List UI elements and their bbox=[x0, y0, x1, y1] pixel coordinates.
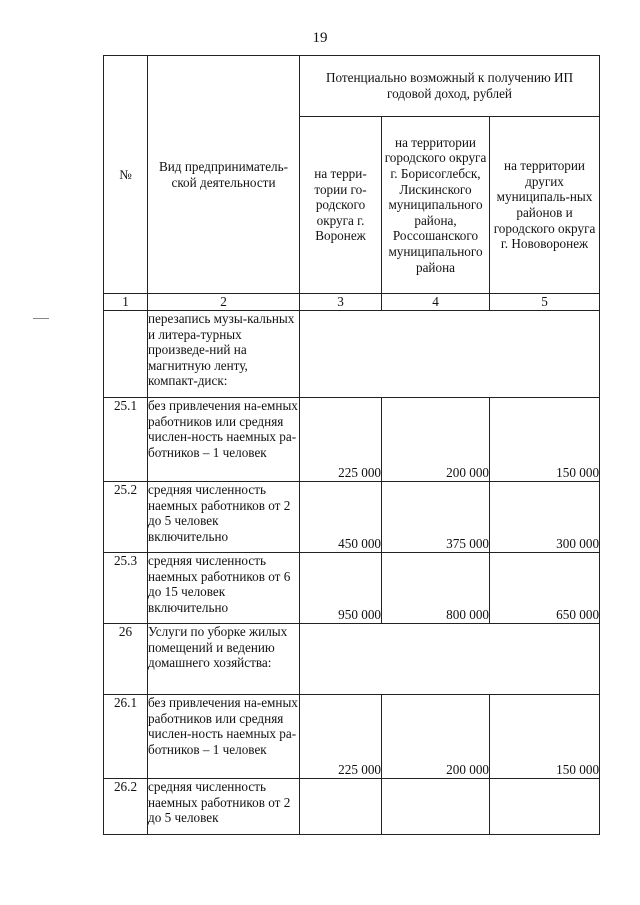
row-number: 25.2 bbox=[104, 482, 148, 553]
row-value-voronezh: 225 000 bbox=[300, 398, 382, 482]
row-value-borisoglebsk bbox=[382, 779, 490, 835]
row-description: без привлечения на-емных работников или средняя числен-ность наемных ра-ботников – 1 человек bbox=[148, 398, 300, 482]
header-sub-voronezh: на терри-тории го-родского округа г. Воронеж bbox=[300, 117, 382, 294]
row-value-voronezh bbox=[300, 779, 382, 835]
header-sub-borisoglebsk: на территории городского округа г. Борисоглебск, Лискинского муниципального района, Россошанского муниципального района bbox=[382, 117, 490, 294]
row-description: средняя численность наемных работников от 2 до 5 человек bbox=[148, 779, 300, 835]
row-description: средняя численность наемных работников от 2 до 5 человек включительно bbox=[148, 482, 300, 553]
row-value-merged bbox=[300, 624, 600, 695]
table-row bbox=[104, 311, 600, 398]
page-number: 19 bbox=[312, 30, 328, 46]
index-cell: 4 bbox=[382, 294, 490, 311]
row-value-borisoglebsk: 800 000 bbox=[382, 553, 490, 624]
header-sub-other: на территории других муниципаль-ных районов и городского округа г. Нововоронеж bbox=[490, 117, 600, 294]
row-number: 25.3 bbox=[104, 553, 148, 624]
row-value-merged bbox=[300, 311, 600, 398]
table-row bbox=[104, 695, 600, 779]
row-description: без привлечения на-емных работников или средняя числен-ность наемных ра-ботников – 1 человек bbox=[148, 695, 300, 779]
table-row bbox=[104, 398, 600, 482]
table-row bbox=[104, 482, 600, 553]
row-value-other: 150 000 bbox=[490, 398, 600, 482]
table-row bbox=[104, 779, 600, 835]
row-value-other: 650 000 bbox=[490, 553, 600, 624]
table-row bbox=[104, 553, 600, 624]
row-value-borisoglebsk: 375 000 bbox=[382, 482, 490, 553]
row-number: 25.1 bbox=[104, 398, 148, 482]
header-activity: Вид предприниматель-ской деятельности bbox=[148, 56, 300, 294]
row-value-voronezh: 450 000 bbox=[300, 482, 382, 553]
index-cell: 3 bbox=[300, 294, 382, 311]
row-description: перезапись музы-кальных и литера-турных произведе-ний на магнитную ленту, компакт-диск: bbox=[148, 311, 300, 398]
row-value-borisoglebsk: 200 000 bbox=[382, 695, 490, 779]
row-number: 26 bbox=[104, 624, 148, 695]
row-number: 26.2 bbox=[104, 779, 148, 835]
margin-mark bbox=[33, 318, 49, 319]
row-value-borisoglebsk: 200 000 bbox=[382, 398, 490, 482]
row-value-other bbox=[490, 779, 600, 835]
index-row bbox=[104, 294, 600, 311]
header-row-1 bbox=[104, 56, 600, 117]
row-value-voronezh: 950 000 bbox=[300, 553, 382, 624]
index-cell: 2 bbox=[148, 294, 300, 311]
row-value-other: 300 000 bbox=[490, 482, 600, 553]
header-income: Потенциально возможный к получению ИП годовой доход, рублей bbox=[300, 56, 600, 117]
table-row bbox=[104, 624, 600, 695]
row-value-other: 150 000 bbox=[490, 695, 600, 779]
row-number: 26.1 bbox=[104, 695, 148, 779]
index-cell: 1 bbox=[104, 294, 148, 311]
row-description: Услуги по уборке жилых помещений и ведению домашнего хозяйства: bbox=[148, 624, 300, 695]
header-num: № bbox=[104, 56, 148, 294]
row-value-voronezh: 225 000 bbox=[300, 695, 382, 779]
row-description: средняя численность наемных работников от 6 до 15 человек включительно bbox=[148, 553, 300, 624]
row-number bbox=[104, 311, 148, 398]
income-table bbox=[103, 55, 600, 835]
index-cell: 5 bbox=[490, 294, 600, 311]
